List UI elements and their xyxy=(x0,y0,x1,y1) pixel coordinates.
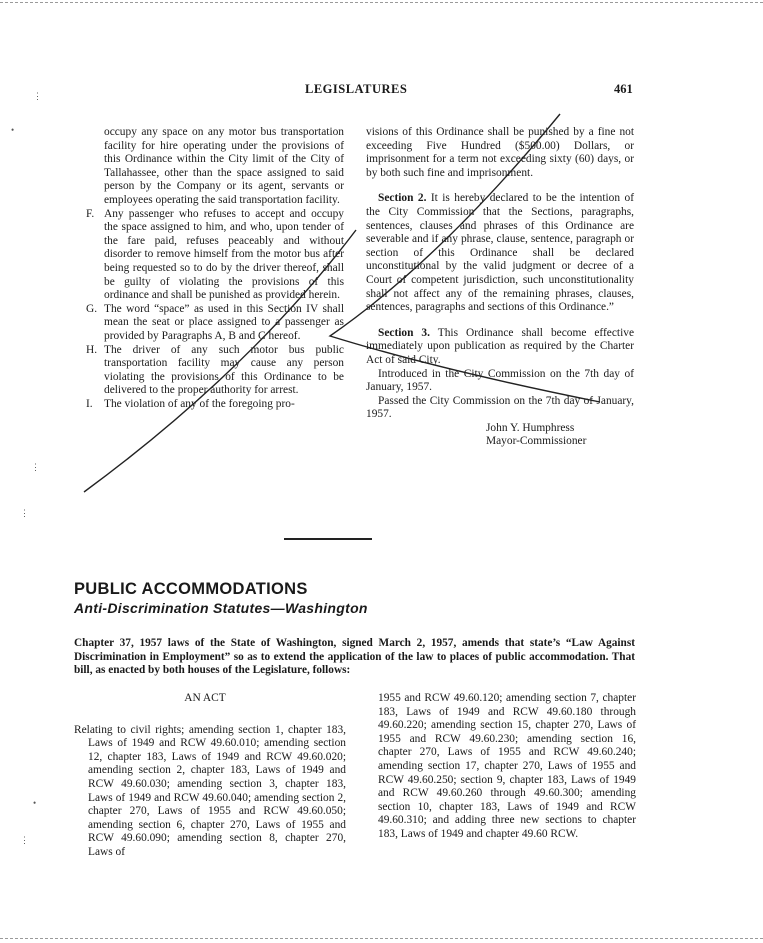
item-label: G. xyxy=(86,302,98,315)
item-text: The word “space” as used in this Section IV shall mean the seat or place assigned to a passenger as provided by Paragraphs A, B and C hereof. xyxy=(104,302,344,342)
ordinance-continuation-paragraph: occupy any space on any motor bus transportation facility for hire operating under the provisions of this Ordinance within the City limit of the City of Tallahassee, other than the space assigned to said person by the Company or its agent, servants or employees operating the said transportation facility. xyxy=(104,126,344,206)
scan-speck: • xyxy=(11,125,15,135)
introduced-line: Introduced in the City Commission on the 7th day of January, 1957. xyxy=(366,367,634,394)
item-label: I. xyxy=(86,397,93,410)
scan-speck: ⋮ xyxy=(31,462,40,472)
running-title: LEGISLATURES xyxy=(305,82,408,96)
scan-speck: • xyxy=(33,798,37,808)
right-strike-line xyxy=(330,114,600,402)
item-text: The violation of any of the foregoing pro- xyxy=(104,397,295,410)
section-2-text: It is hereby declared to be the intention of the City Commission that the Sections, paragraphs, sentences, clauses and phrases of this Ordinance are severable and if any phrase, clause, sentence, paragraph or section of this Ordinance shall be declared unconstitutional by the valid judgment or decree of a Court of competent jurisdiction, such unconstitutionality shall not affect any of the remaining phrases, clauses, sentences, paragraphs and sections of this Ordinance.” xyxy=(366,192,634,314)
page-number: 461 xyxy=(614,82,633,96)
section-title: PUBLIC ACCOMMODATIONS xyxy=(74,580,308,598)
signer-name: John Y. Humphress xyxy=(486,421,575,434)
scan-speck: ⋮ xyxy=(20,508,29,518)
item-text: The driver of any such motor bus public transportation facility may cause any person violating the provisions of this Ordinance to be delivered to the proper authority for arrest. xyxy=(104,343,344,397)
left-strike-line xyxy=(84,230,356,492)
scan-speck: ⋮ xyxy=(33,91,42,101)
section-3-label: Section 3. xyxy=(378,326,430,339)
bottom-scan-border xyxy=(0,938,763,939)
item-label: F. xyxy=(86,207,95,220)
act-title-text-start: Relating to civil rights; amending section 1, chapter 183, Laws of 1949 and RCW 49.60.010; amending section 12, chapter 183, Laws of 1949 and RCW 49.60.020; amending section 2, chapter 183, Laws of 1949 and RCW 49.60.030; amending section 3, chapter 183, Laws of 1949 and RCW 49.60.040; amending section 2, chapter 270, Laws of 1955 and RCW 49.60.050; amending section 6, chapter 270, Laws of 1955 and RCW 49.60.090; amending section 8, chapter 270, Laws of xyxy=(74,723,346,858)
passed-line: Passed the City Commission on the 7th day of January, 1957. xyxy=(366,394,634,421)
section-3-text: This Ordinance shall become effective immediately upon publication as required by the Charter Act of said City. xyxy=(366,326,635,366)
act-heading: AN ACT xyxy=(184,692,226,704)
chapter-intro: Chapter 37, 1957 laws of the State of Washington, signed March 2, 1957, amends that state’s “Law Against Discrimination in Employment” so as to extend the application of the law to places of public accommodation. That bill, as enacted by both houses of the Legislature, follows: xyxy=(74,637,635,677)
section-2-label: Section 2. xyxy=(378,192,427,205)
penalty-paragraph: visions of this Ordinance shall be punished by a fine not exceeding Five Hundred ($500.00) Dollars, or imprisonment for a term not exceeding sixty (60) days, or by both such fine and imprisonment. xyxy=(366,126,634,179)
act-title-text-end: 1955 and RCW 49.60.120; amending section 7, chapter 183, Laws of 1949 and RCW 49.60.180 through 49.60.220; amending section 15, chapter 270, Laws of 1955 and RCW 49.60.230; amending section 16, chapter 270, Laws of 1955 and RCW 49.60.240; amending section 17, chapter 270, Laws of 1955 and RCW 49.60.250; section 9, chapter 183, Laws of 1949 and RCW 49.60.260 through 49.60.300; amending section 10, chapter 183, Laws of 1949 and RCW 49.60.310; and adding three new sections to chapter 183, Laws of 1949 and chapter 49.60 RCW. xyxy=(378,692,636,840)
section-subtitle: Anti-Discrimination Statutes—Washington xyxy=(74,600,368,616)
signer-title: Mayor-Commissioner xyxy=(486,435,587,448)
item-text: Any passenger who refuses to accept and occupy the space assigned to him, and who, upon tender of the fare paid, refuses peaceably and without disorder to remove himself from the motor bus after being requested so to do by the driver thereof, shall be guilty of violating the provisions of this ordinance and shall be punished as provided herein. xyxy=(104,207,344,302)
item-label: H. xyxy=(86,343,98,356)
scan-speck: ⋮ xyxy=(20,835,29,845)
